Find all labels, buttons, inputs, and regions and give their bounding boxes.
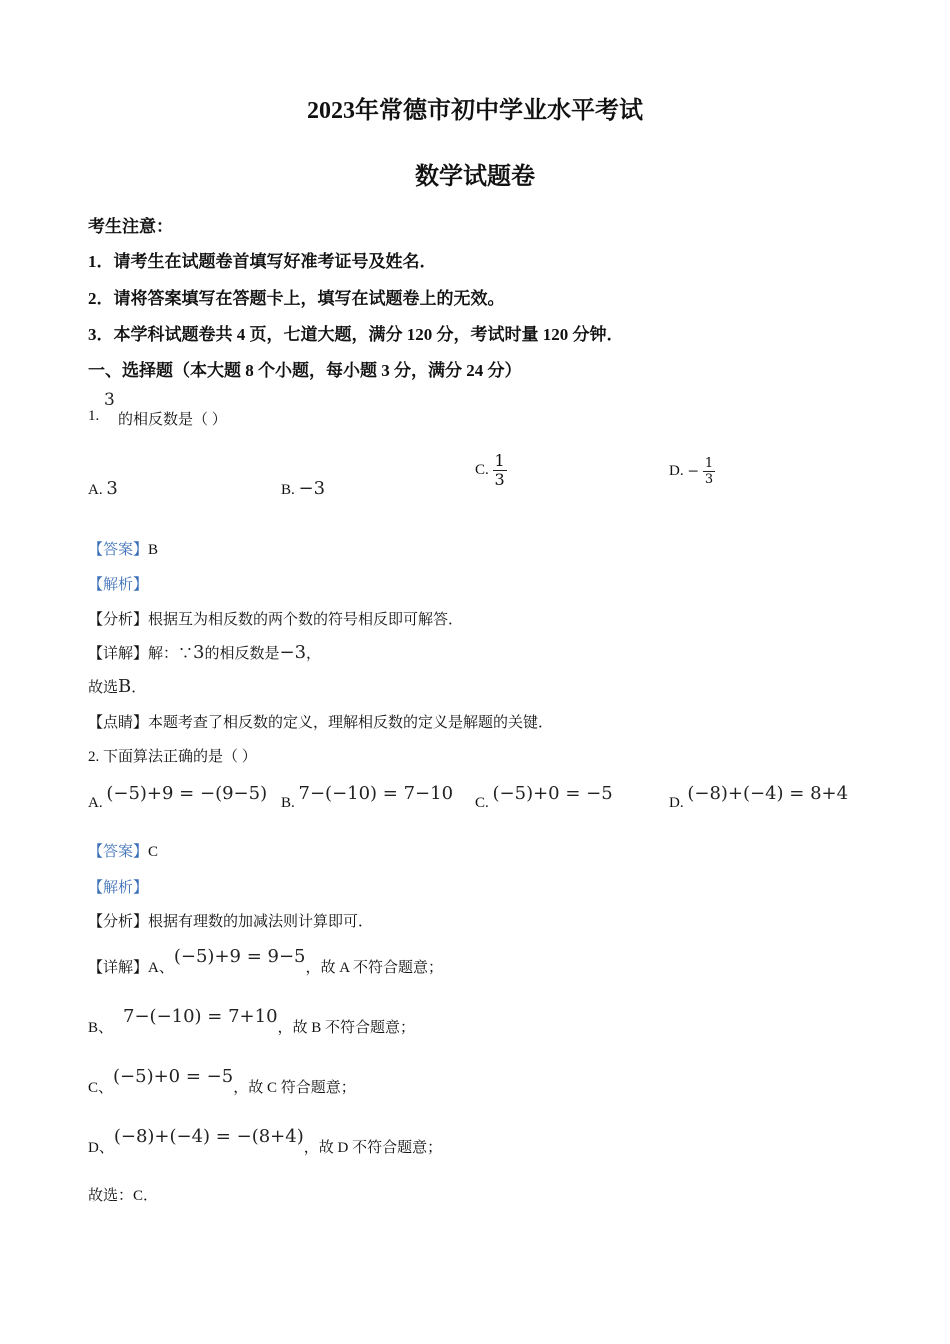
q1-option-b [281, 478, 325, 499]
q2-stem: 2. 下面算法正确的是（ ） [88, 749, 257, 765]
fraction-numerator: 1 [704, 456, 714, 471]
q2-option-b [281, 783, 454, 811]
option-math: 3 [106, 478, 118, 499]
q1-fenxi [88, 608, 463, 629]
detail-suffix: ，故 A 不符合题意； [305, 960, 443, 976]
q2-conclusion: 故选：C． [88, 1188, 159, 1204]
fraction-denominator: 3 [704, 472, 714, 487]
q2-analysis-tag: 【解析】 [88, 880, 149, 896]
fraction [493, 452, 507, 489]
option-label: D. [669, 463, 684, 479]
option-label: A. [88, 795, 103, 811]
q1-option-a [88, 478, 118, 499]
answer-value: C [148, 844, 159, 860]
option-label: A. [88, 482, 103, 498]
detail-prefix: B、 [88, 1020, 114, 1036]
detail-suffix: ，故 C 符合题意； [233, 1080, 356, 1096]
notice-heading: 考生注意： [88, 217, 173, 236]
fenxi-text: 根据有理数的加减法则计算即可． [148, 914, 374, 930]
minus-sign: − [687, 463, 700, 480]
q2-detail-a [88, 946, 443, 976]
q1-analysis-tag: 【解析】 [88, 577, 149, 593]
q1-answer [88, 538, 158, 559]
exam-title: 2023年常德市初中学业水平考试 [307, 98, 643, 124]
option-label: C. [475, 462, 489, 478]
option-math: (−5)+9 = −(9−5) [106, 783, 268, 804]
detail-prefix: A、 [148, 960, 174, 976]
section-heading: 一、选择题（本大题 8 个小题，每小题 3 分，满分 24 分） [88, 361, 522, 380]
option-label: C. [475, 795, 489, 811]
detail-prefix: C、 [88, 1080, 114, 1096]
option-label: D. [669, 795, 684, 811]
q2-answer [88, 840, 158, 861]
detail-math: (−5)+0 = −5 [113, 1066, 234, 1087]
q1-option-c [475, 452, 507, 489]
fraction-denominator: 3 [494, 470, 505, 489]
q1-option-d [669, 456, 715, 487]
q1-comment [88, 711, 553, 732]
option-math: 7−(−10) = 7−10 [298, 783, 454, 804]
detail-math-1: 3 [193, 642, 205, 663]
option-label: B. [281, 795, 295, 811]
comment-text: 本题考查了相反数的定义，理解相反数的定义是解题的关键． [148, 715, 554, 731]
option-math: (−5)+0 = −5 [492, 783, 613, 804]
option-math: −3 [298, 478, 326, 499]
notice-item-2: 2．请将答案填写在答题卡上，填写在试题卷上的无效。 [88, 289, 505, 308]
q2-option-d [669, 783, 849, 811]
q2-detail-c [88, 1066, 356, 1096]
fenxi-tag: 【分析】 [88, 612, 149, 628]
choose-math: B [118, 676, 132, 697]
option-label: B. [281, 482, 295, 498]
exam-subtitle: 数学试题卷 [415, 164, 535, 190]
q2-option-c [475, 783, 613, 811]
detail-tag: 【详解】 [88, 960, 149, 976]
q1-stem: 的相反数是（ ） [118, 412, 227, 428]
q2-detail-d [88, 1126, 443, 1156]
q1-choose [88, 676, 146, 697]
q1-detail [88, 642, 321, 663]
notice-item-1: 1．请考生在试题卷首填写好准考证号及姓名． [88, 252, 437, 271]
detail-end: ， [306, 646, 322, 662]
detail-suffix: ，故 B 不符合题意； [277, 1020, 416, 1036]
choose-end: ． [131, 680, 147, 696]
q1-number: 1. [88, 408, 100, 424]
fraction-numerator: 1 [494, 451, 505, 470]
q2-option-a [88, 783, 268, 811]
choose-prefix: 故选 [88, 680, 119, 696]
q2-fenxi [88, 910, 373, 931]
q2-detail-b [88, 1006, 416, 1036]
q1-math-above: 3 [104, 390, 115, 410]
fraction [703, 456, 715, 487]
comment-tag: 【点睛】 [88, 715, 149, 731]
detail-prefix: 解：∵ [148, 646, 194, 662]
detail-math: 7−(−10) = 7+10 [123, 1006, 278, 1027]
answer-tag: 【答案】 [88, 542, 149, 558]
answer-tag: 【答案】 [88, 844, 149, 860]
detail-math: (−8)+(−4) = −(8+4) [113, 1126, 304, 1147]
detail-suffix: ，故 D 不符合题意； [303, 1140, 443, 1156]
detail-math-2: −3 [279, 642, 307, 663]
fenxi-tag: 【分析】 [88, 914, 149, 930]
option-math: (−8)+(−4) = 8+4 [687, 783, 849, 804]
detail-prefix: D、 [88, 1140, 114, 1156]
fenxi-text: 根据互为相反数的两个数的符号相反即可解答． [148, 612, 464, 628]
answer-value: B [148, 542, 159, 558]
notice-item-3: 3．本学科试题卷共 4 页，七道大题，满分 120 分，考试时量 120 分钟． [88, 325, 624, 344]
detail-math: (−5)+9 = 9−5 [173, 946, 306, 967]
detail-tag: 【详解】 [88, 646, 149, 662]
detail-mid: 的相反数是 [204, 646, 280, 662]
